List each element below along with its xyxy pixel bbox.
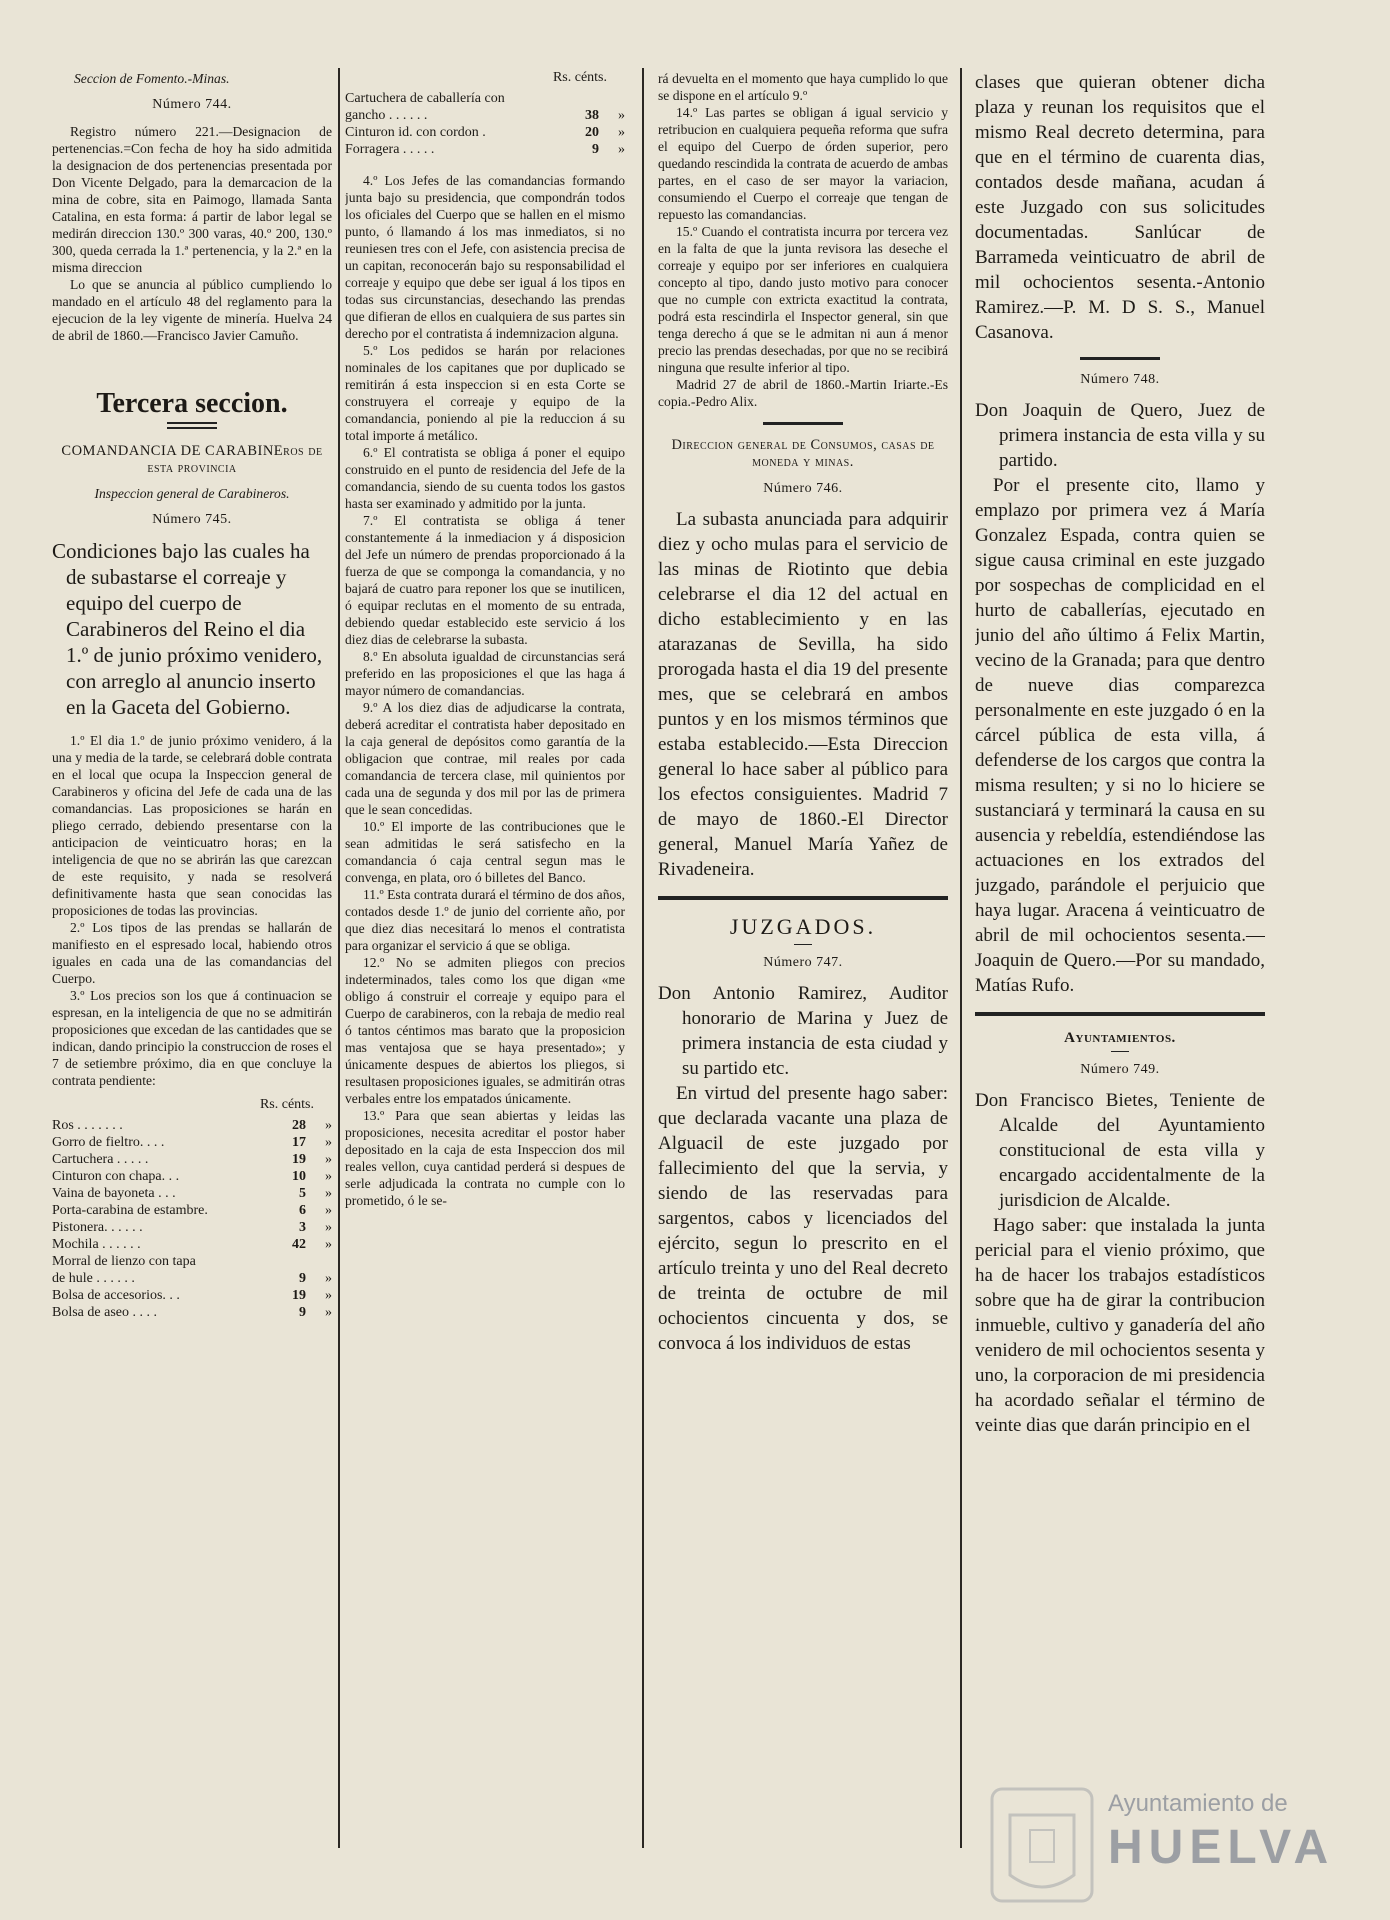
article: 15.º Cuando el contratista incurra por tercera vez en la falta de que la junta revisora las deseche el correaje y equipo por ser inferiores en cualquiera concepto al tipo, dando justo motivo para conocer que no cumple con extricta exactitud la contrata, podrá esta rescindirla el Inspector general, sin que tenga derecho á que se le admitan ni aun á menor precio las prendas desechadas, por que no se recibirá ninguna que resulte inferior al tipo.: [658, 224, 948, 375]
price-rs: 28: [292, 1118, 306, 1133]
notice-paragraph: Registro número 221.—Designacion de pertenencias.=Con fecha de hoy ha sido admitida la designacion de dos pertenencias presentada por Don Vicente Delgado, para la demarcacion de la mina de cobre, sita en Paimogo, llamada Santa Catalina, en esta forma: á partir de labor legal se medirán direccion 130.º 300 varas, 40.º 200, 130.º 300, queda cerrada la 1.ª pertenencia, y la 2.ª en la misma direccion: [52, 124, 332, 275]
price-rs: 20: [585, 125, 599, 140]
price-rs: 42: [292, 1237, 306, 1252]
column-4: [975, 70, 1265, 1830]
notice-number: Número 744.: [152, 97, 232, 112]
article: 10.º El importe de las contribuciones que le sean admitidas le será satisfecho en la comandancia ó caja central segun mas le convenga, en plata, oro ó billetes del Banco.: [345, 819, 625, 885]
price-c: »: [325, 1169, 332, 1184]
price-item: Forragera . . . . .: [345, 142, 435, 157]
separator: [1080, 357, 1160, 360]
dash-rule: [1111, 1051, 1129, 1052]
price-row: [345, 141, 625, 158]
price-c: »: [325, 1271, 332, 1286]
price-item: Pistonera. . . . . .: [52, 1220, 143, 1235]
price-row: [52, 1253, 332, 1270]
price-c: [306, 1253, 332, 1270]
section-header: Seccion de Fomento.-Minas.: [74, 71, 230, 86]
price-item: Cinturon con chapa. . .: [52, 1169, 180, 1184]
price-row: [52, 1168, 332, 1185]
price-item: Cartuchera . . . . .: [52, 1152, 149, 1167]
price-c: »: [325, 1118, 332, 1133]
dash-rule: [794, 944, 812, 945]
article: 9.º A los diez dias de adjudicarse la contrata, deberá acreditar el contratista haber depositado en la caja general de depósitos como garantía de la obligacion que contrae, mil reales por cada comandancia de tercera clase, mil quinientos por cada una de segunda y dos mil por las de primera que le sean concedidas.: [345, 700, 625, 817]
article: 4.º Los Jefes de las comandancias formando junta bajo su presidencia, que compondrán todos los oficiales del Cuerpo que se hallen en el mismo punto, ó llamando á los mas inmediatos, si no reuniesen tres con el Jefe, con asistencia precisa de un capitan, reconocerán bajo su responsabilidad el correaje y equipo que debe ser igual á los tipos en todas sus circunstancias, desechando las prendas que difieran de ellos en cualquiera de sus partes sin derecho por el contratista á indemnizacion alguna.: [345, 173, 625, 341]
article: 13.º Para que sean abiertas y leidas las proposiciones, necesita acreditar el postor haber depositado en la caja de esta Inspeccion dos mil reales vellon, cuya cantidad perderá si despues de serle adjudicada la contrata no cumple con lo prometido, ó le se-: [345, 1108, 625, 1208]
notice-paragraph: Por el presente cito, llamo y emplazo por primera vez á María Gonzalez Espada, contra quien se sigue causa criminal en este juzgado por sospechas de complicidad en el hurto de caballerías, ejecutado en junio del año último á Felix Martin, vecino de la Granada; para que dentro de nueve dias comparezca personalmente en este juzgado ó en la cárcel pública de esta villa, á defenderse de los cargos que contra la misma resulten; y si no lo hiciere se sustanciará y terminará la causa en su ausencia y rebeldía, estendiéndose las actuaciones en los extrados del juzgado, parándole el perjuicio que haya lugar. Aracena á veinticuatro de abril de mil ochocientos sesenta.—Joaquin de Quero.—Por su mandado, Matías Rufo.: [975, 475, 1265, 996]
notice-paragraph: Don Joaquin de Quero, Juez de primera instancia de esta villa y su partido.: [975, 400, 1265, 471]
notice-number: Número 749.: [1080, 1062, 1160, 1077]
price-rs: 9: [592, 142, 599, 157]
column-2: [345, 70, 625, 1830]
price-item: Gorro de fieltro. . . .: [52, 1135, 165, 1150]
article: 1.º El dia 1.º de junio próximo venidero, á la una y media de la tarde, se celebrará doble contrata en el local que ocupa la Inspeccion general de Carabineros y oficina del Jefe de cada una de las comandancias. Las proposiciones se harán en pliego cerrado, debiendo presentarse con la anticipacion de veinticuatro horas; en la inteligencia de que no se abrirán las que carezcan de este requisito, y nada se resolverá definitivamente hasta que sean conocidas las proposiciones de todas las provincias.: [52, 733, 332, 918]
price-item: Morral de lienzo con tapa: [52, 1254, 196, 1269]
column-1: [52, 70, 332, 1830]
notice-paragraph: La subasta anunciada para adquirir diez y ocho mulas para el servicio de las minas de Riotinto que debia celebrarse el dia 12 del actual en dicho establecimiento y en las atarazanas de Sevilla, ha sido prorogada hasta el dia 19 del presente mes, que se celebrará en ambos puntos y en los mismos términos que estaba establecido.—Esta Direccion general lo hace saber al público para los efectos consiguientes. Madrid 7 de mayo de 1860.-El Director general, Manuel María Yañez de Rivadeneira.: [658, 509, 948, 880]
price-row: [345, 90, 625, 107]
price-c: »: [325, 1237, 332, 1252]
column-rule: [338, 68, 340, 1848]
notice-number: Número 745.: [152, 512, 232, 527]
section-title: JUZGADOS.: [729, 914, 877, 939]
price-c: »: [325, 1203, 332, 1218]
article: 8.º En absoluta igualdad de circunstancias será preferido en las proposiciones el que las haga á mayor número de comandancias.: [345, 649, 625, 698]
price-rs: 10: [292, 1169, 306, 1184]
price-row: [52, 1304, 332, 1321]
article: 6.º El contratista se obliga á poner el equipo construido en el punto de residencia del Jefe de la comandancia, siendo de su cuenta todos los gastos hasta ser examinado y admitido por la junta.: [345, 445, 625, 511]
price-row: [52, 1185, 332, 1202]
price-rs: 17: [292, 1135, 306, 1150]
price-c: »: [325, 1186, 332, 1201]
signoff: Madrid 27 de abril de 1860.-Martin Iriarte.-Es copia.-Pedro Alix.: [658, 377, 948, 409]
notice-paragraph: Don Antonio Ramirez, Auditor honorario de Marina y Juez de primera instancia de esta ciudad y su partido etc.: [658, 983, 948, 1079]
notice-number: Número 746.: [763, 481, 843, 496]
price-c: »: [618, 142, 625, 157]
price-row: [345, 107, 625, 124]
notice-paragraph: Don Francisco Bietes, Teniente de Alcalde del Ayuntamiento constitucional de esta villa y encargado accidentalmente de la jurisdicion de Alcalde.: [975, 1090, 1265, 1211]
price-item: gancho . . . . . .: [345, 108, 428, 123]
price-c: »: [325, 1220, 332, 1235]
section-title: Tercera seccion.: [96, 388, 288, 419]
price-table: [345, 90, 625, 158]
separator: [763, 422, 843, 425]
price-item: Porta-carabina de estambre.: [52, 1203, 208, 1218]
notice-number: Número 748.: [1080, 372, 1160, 387]
article: 3.º Los precios son los que á continuacion se espresan, en la inteligencia de que no se admitirán proposiciones que excedan de las cantidades que se indican, dando principio la construccion de roses el 7 de setiembre próximo, dia en que concluye la contrata pendiente:: [52, 988, 332, 1088]
agency-heading: Direccion general de Consumos, casas de moneda y minas.: [671, 437, 935, 470]
column-3: [658, 70, 948, 1830]
price-rs: 38: [585, 108, 599, 123]
price-c: »: [618, 125, 625, 140]
price-row: [52, 1270, 332, 1287]
notice-continuation: clases que quieran obtener dicha plaza y reunan los requisitos que el mismo Real decreto determina, para que en el término de cuarenta dias, contados desde mañana, acudan á este Juzgado con sus solicitudes documentadas. Sanlúcar de Barrameda veinticuatro de abril de mil ochocientos sesenta.-Antonio Ramirez.—P. M. D S. S., Manuel Casanova.: [975, 72, 1265, 343]
article: 5.º Los pedidos se harán por relaciones nominales de los capitanes que por duplicado se remitirán á esta inspeccion si en esta Corte se construyera el correaje y equipo de la comandancia, poniendo al pie la reduccion á su total importe á metálico.: [345, 343, 625, 443]
price-item: Cartuchera de caballería con: [345, 91, 505, 106]
price-row: [52, 1236, 332, 1253]
notice-number: Número 747.: [763, 955, 843, 970]
separator: [975, 1012, 1265, 1016]
column-rule: [960, 68, 962, 1848]
article: 12.º No se admiten pliegos con precios indeterminados, tales como los que digan «me obligo á construir el correaje y equipo para el Cuerpo de carabineros, con la rebaja de medio real ó tantos céntimos mas barato que la proposicion mas ventajosa que se haya presentado»; y únicamente despues de abiertos los pliegos, si resultasen proposiciones iguales, se admitirán otras verbales entre los empatados únicamente.: [345, 955, 625, 1106]
agency-heading: COMANDANCIA DE CARABINEros de esta provincia: [61, 443, 323, 476]
price-row: [52, 1117, 332, 1134]
agency-subheading: Inspeccion general de Carabineros.: [94, 486, 290, 501]
price-rs: 9: [299, 1271, 306, 1286]
price-c: »: [325, 1288, 332, 1303]
price-rs: [565, 90, 599, 107]
price-rs: [272, 1253, 306, 1270]
watermark-line-1: Ayuntamiento de: [1108, 1790, 1288, 1817]
notice-paragraph: En virtud del presente hago saber: que declarada vacante una plaza de Alguacil de este juzgado por fallecimiento del que la servia, y siendo de las reservadas para sargentos, cabos y licenciados del ejército, segun lo prescrito en el artículo treinta y uno del Real decreto de treinta de octubre de mil ochocientos cincuenta y dos, se convoca á los individuos de estas: [658, 1083, 948, 1354]
article: 14.º Las partes se obligan á igual servicio y retribucion en cualquiera pequeña reforma que sufra el equipo del Cuerpo de órden superior, pero quedando rescindida la contrata de acuerdo de ambas partes, en el caso de ser mayor la variacion, consumiendo el Cuerpo el correaje que tengan de repuesto las comandancias.: [658, 105, 948, 222]
column-rule: [642, 68, 644, 1848]
price-rs: 19: [292, 1288, 306, 1303]
price-rs: 3: [299, 1220, 306, 1235]
price-item: Bolsa de accesorios. . .: [52, 1288, 180, 1303]
price-row: [52, 1202, 332, 1219]
separator: [658, 896, 948, 900]
price-c: »: [325, 1152, 332, 1167]
price-header: Rs. cénts.: [552, 70, 607, 85]
article: 11.º Esta contrata durará el término de dos años, contados desde 1.º de junio del corriente año, por que diez dias necesitará lo menos el contratista para organizar el servicio á que se obliga.: [345, 887, 625, 953]
price-table: [52, 1117, 332, 1321]
article-continuation: rá devuelta en el momento que haya cumplido lo que se dispone en el artículo 9.º: [658, 71, 948, 103]
price-rs: 5: [299, 1186, 306, 1201]
price-c: »: [325, 1305, 332, 1320]
price-row: [345, 124, 625, 141]
price-c: »: [618, 108, 625, 123]
price-header: Rs. cénts.: [259, 1097, 314, 1112]
conditions-title: Condiciones bajo las cuales ha de subastarse el correaje y equipo del cuerpo de Carabineros del Reino el dia 1.º de junio próximo venidero, con arreglo al anuncio inserto en la Gaceta del Gobierno.: [52, 539, 323, 719]
price-item: Mochila . . . . . .: [52, 1237, 141, 1252]
price-rs: 6: [299, 1203, 306, 1218]
price-row: [52, 1219, 332, 1236]
price-c: [599, 90, 625, 107]
article: 7.º El contratista se obliga á tener constantemente á la inmediacion y á disposicion del Jefe un número de prendas proporcionado á la fuerza de que se componga la comandancia, y no bajará de cuatro para reponer los que se inutilicen, ó equipar reclutas en el momento de su entrada, debiendo quedar establecido este servicio á los diez dias de celebrarse la subasta.: [345, 513, 625, 647]
price-item: Cinturon id. con cordon .: [345, 125, 486, 140]
price-item: Ros . . . . . . .: [52, 1118, 123, 1133]
price-c: »: [325, 1135, 332, 1150]
section-title: Ayuntamientos.: [1064, 1030, 1176, 1046]
notice-paragraph: Hago saber: que instalada la junta pericial para el vienio próximo, que ha de hacer los trabajos estadísticos sobre que ha de girar la contribucion inmueble, cultivo y ganadería del año venidero de mil ochocientos sesenta y uno, la corporacion de mi presidencia ha acordado señalar el término de veinte dias que darán principio en el: [975, 1215, 1265, 1436]
article: 2.º Los tipos de las prendas se hallarán de manifiesto en el espresado local, habiendo otros iguales en cada una de las comandancias del Cuerpo.: [52, 920, 332, 986]
price-rs: 9: [299, 1305, 306, 1320]
price-rs: 19: [292, 1152, 306, 1167]
double-rule: [167, 422, 217, 429]
price-row: [52, 1287, 332, 1304]
price-row: [52, 1134, 332, 1151]
watermark-line-2: HUELVA: [1108, 1821, 1335, 1874]
notice-paragraph: Lo que se anuncia al público cumpliendo lo mandado en el artículo 48 del reglamento para la ejecucion de la ley vigente de minería. Huelva 24 de abril de 1860.—Francisco Javier Camuño.: [52, 277, 332, 343]
price-row: [52, 1151, 332, 1168]
price-item: de hule . . . . . .: [52, 1271, 135, 1286]
price-item: Vaina de bayoneta . . .: [52, 1186, 176, 1201]
price-item: Bolsa de aseo . . . .: [52, 1305, 157, 1320]
